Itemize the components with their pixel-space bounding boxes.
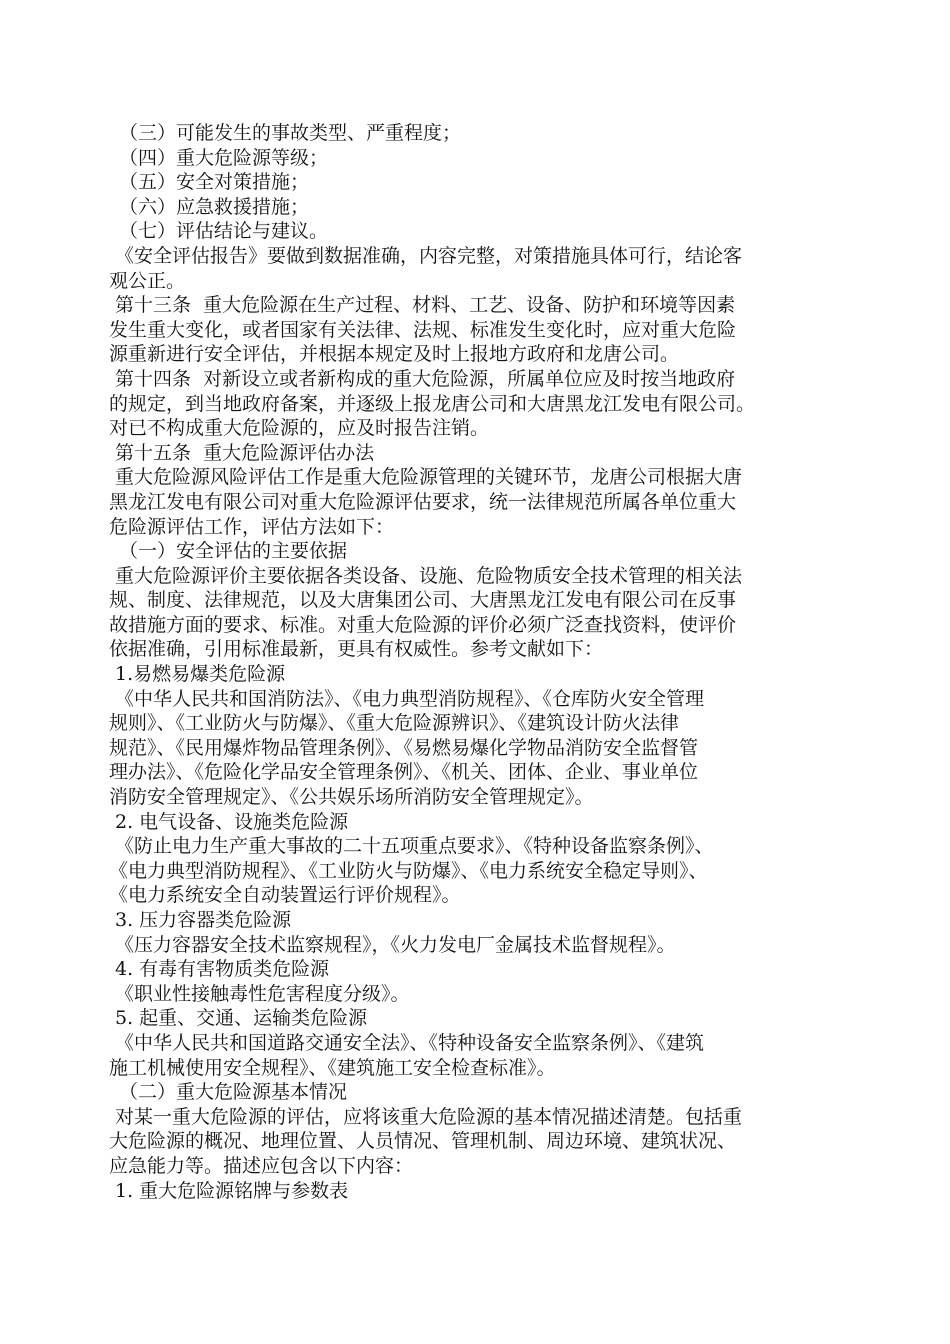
text-line: 《防止电力生产重大事故的二十五项重点要求》、《特种设备监察条例》、 <box>115 835 714 858</box>
text-line: 规范》、《民用爆炸物品管理条例》、《易燃易爆化学物品消防安全监督管 <box>109 736 699 759</box>
text-line: （四）重大危险源等级； <box>119 146 329 169</box>
text-line: 观公正。 <box>109 269 186 292</box>
text-line: 2. 电气设备、设施类危险源 <box>115 810 349 833</box>
text-line: 1. 重大危险源铭牌与参数表 <box>115 1179 349 1202</box>
text-line: 危险源评估工作，评估方法如下： <box>109 515 395 538</box>
text-line: 源重新进行安全评估，并根据本规定及时上报地方政府和龙唐公司。 <box>109 343 680 366</box>
text-line: 第十三条 重大危险源在生产过程、材料、工艺、设备、防护和环境等因素 <box>115 294 736 317</box>
text-line: 《中华人民共和国道路交通安全法》、《特种设备安全监察条例》、《建筑 <box>115 1031 705 1054</box>
text-line: 《职业性接触毒性危害程度分级》。 <box>115 982 410 1005</box>
text-line: 《安全评估报告》要做到数据准确，内容完整，对策措施具体可行，结论客 <box>115 244 743 267</box>
text-line: （二）重大危险源基本情况 <box>119 1081 348 1104</box>
text-line: （一）安全评估的主要依据 <box>119 540 348 563</box>
text-line: 重大危险源风险评估工作是重大危险源管理的关键环节，龙唐公司根据大唐 <box>115 466 743 489</box>
text-line: 规、制度、法律规范，以及大唐集团公司、大唐黑龙江发电有限公司在反事 <box>109 589 737 612</box>
text-line: 1.易燃易爆类危险源 <box>115 663 286 686</box>
text-line: 第十四条 对新设立或者新构成的重大危险源，所属单位应及时按当地政府 <box>115 367 736 390</box>
text-line: （七）评估结论与建议。 <box>119 220 329 243</box>
text-line: 5. 起重、交通、运输类危险源 <box>115 1007 368 1030</box>
text-line: 应急能力等。描述应包含以下内容： <box>109 1154 414 1177</box>
text-line: 3. 压力容器类危险源 <box>115 909 292 931</box>
text-line: 重大危险源评价主要依据各类设备、设施、危险物质安全技术管理的相关法 <box>115 564 743 587</box>
text-line: 规则》、《工业防火与防爆》、《重大危险源辨识》、《建筑设计防火法律 <box>109 712 680 735</box>
text-line: （六）应急救援措施； <box>119 195 310 218</box>
text-line: 第十五条 重大危险源评估办法 <box>115 441 375 464</box>
text-line: 依据准确，引用标准最新，更具有权威性。参考文献如下： <box>109 638 604 661</box>
text-line: 《电力典型消防规程》、《工业防火与防爆》、《电力系统安全稳定导则》、 <box>109 859 708 882</box>
text-line: 《中华人民共和国消防法》、《电力典型消防规程》、《仓库防火安全管理 <box>115 687 705 710</box>
text-line: 的规定，到当地政府备案，并逐级上报龙唐公司和大唐黑龙江发电有限公司。 <box>109 392 756 415</box>
text-line: 故措施方面的要求、标准。对重大危险源的评价必须广泛查找资料，使评价 <box>109 613 737 636</box>
text-line: 《压力容器安全技术监察规程》，《火力发电厂金属技术监督规程》。 <box>115 933 676 956</box>
text-line: 对某一重大危险源的评估，应将该重大危险源的基本情况描述清楚。包括重 <box>115 1105 743 1128</box>
text-line: 施工机械使用安全规程》、《建筑施工安全检查标准》。 <box>109 1056 556 1079</box>
text-line: 大危险源的概况、地理位置、人员情况、管理机制、周边环境、建筑状况、 <box>109 1130 737 1153</box>
text-line: 发生重大变化，或者国家有关法律、法规、标准发生变化时，应对重大危险 <box>109 318 737 341</box>
text-line: 4. 有毒有害物质类危险源 <box>115 958 330 981</box>
text-line: （五）安全对策措施； <box>119 171 310 194</box>
document-page <box>109 121 854 1203</box>
text-line: 《电力系统安全自动装置运行评价规程》。 <box>109 884 461 907</box>
text-line: 消防安全管理规定》、《公共娱乐场所消防安全管理规定》。 <box>109 786 594 809</box>
text-line: 理办法》、《危险化学品安全管理条例》、《机关、团体、企业、事业单位 <box>109 761 699 784</box>
text-line: 对已不构成重大危险源的，应及时报告注销。 <box>109 417 490 440</box>
text-line: 黑龙江发电有限公司对重大危险源评估要求，统一法律规范所属各单位重大 <box>109 490 737 513</box>
text-line: （三）可能发生的事故类型、严重程度； <box>119 122 462 144</box>
